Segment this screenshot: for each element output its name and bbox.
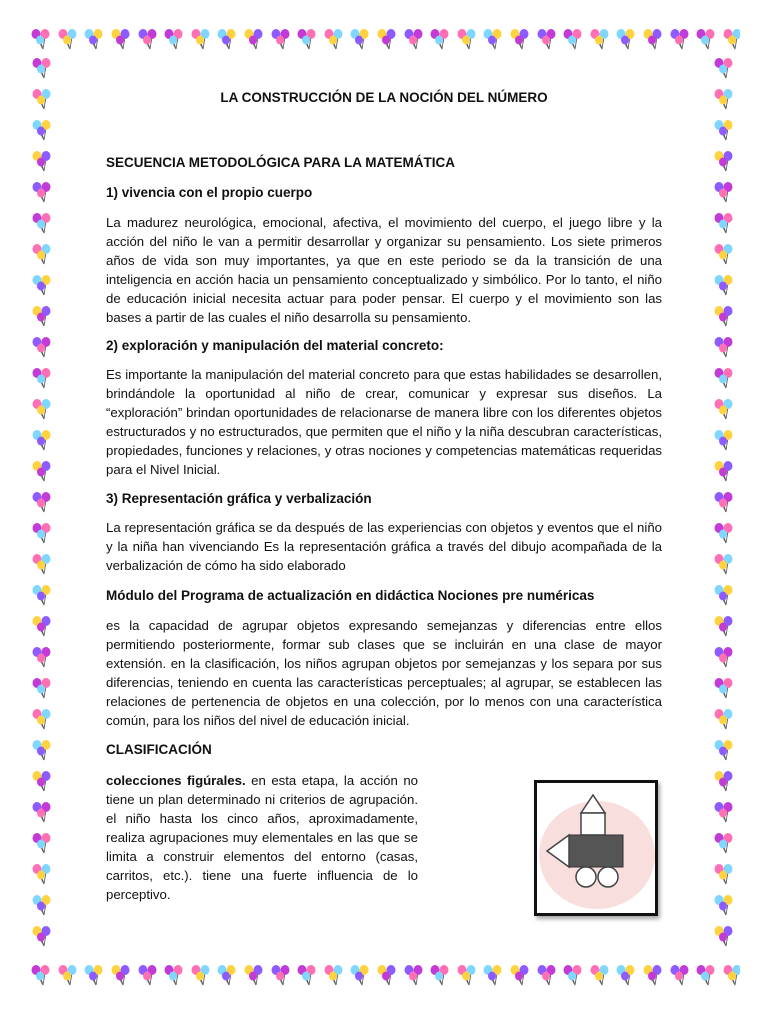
balloon-border-right [712, 56, 742, 956]
balloon-icon [561, 964, 585, 988]
balloon-icon [215, 28, 239, 52]
balloon-icon [30, 708, 54, 732]
section2-body: Es importante la manipulación del material concreto para que estas habilidades se desarrollen, brindándole la oportunidad al niño de crear, comunicar y expresar sus diseños. La “exploración” brindan oportunidades de relacionarse de manera libre con los diferentes objetos estructurados y no estructurados, que permiten que el niño y la niña descubran características, propiedades, funciones y relaciones, y otras nociones y competencias matemáticas requeridas para el Nivel Inicial. [106, 367, 662, 477]
balloon-icon [30, 367, 54, 391]
balloon-icon [30, 832, 54, 856]
balloon-icon [242, 28, 266, 52]
balloon-icon [30, 863, 54, 887]
classification-body [106, 771, 418, 904]
balloon-icon [712, 181, 736, 205]
classification-text: en esta etapa, la acción no tiene un plan determinado ni criterios de agrupación. el niño hasta los cinco años, aproximadamente, realiza agrupaciones muy elementales en las que se limita a construir elementos del entorno (casas, carritos, etc.). tiene una fuerte influencia de lo perceptivo. [106, 773, 418, 902]
balloon-icon [30, 398, 54, 422]
balloon-icon [712, 708, 736, 732]
balloon-icon [30, 460, 54, 484]
balloon-icon [614, 964, 638, 988]
balloon-icon [614, 28, 638, 52]
balloon-icon [455, 28, 479, 52]
balloon-icon [30, 181, 54, 205]
module-body: es la capacidad de agrupar objetos expresando semejanzas y diferencias entre ellos permitiendo posteriormente, formar sub clases que se incluirán en una clase de mayor extensión. en la clasificación, los niños agrupan objetos por semejanzas y los separa por sus diferencias, teniendo en cuenta las características perceptuales; al agrupar, se establecen las relaciones de pertenencia de objetos en una colección, por lo menos con una característica común, para los niños del nivel de educación inicial. [106, 618, 662, 728]
balloon-icon [30, 553, 54, 577]
balloon-icon [721, 964, 740, 988]
balloon-icon [712, 615, 736, 639]
balloon-icon [712, 770, 736, 794]
balloon-icon [30, 150, 54, 174]
balloon-icon [561, 28, 585, 52]
balloon-icon [56, 964, 80, 988]
balloon-icon [322, 28, 346, 52]
balloon-icon [82, 28, 106, 52]
balloon-icon [30, 305, 54, 329]
balloon-icon [30, 646, 54, 670]
balloon-icon [535, 964, 559, 988]
balloon-icon [712, 119, 736, 143]
balloon-icon [712, 677, 736, 701]
balloon-icon [109, 964, 133, 988]
balloon-icon [508, 964, 532, 988]
balloon-icon [712, 367, 736, 391]
balloon-icon [30, 801, 54, 825]
balloon-icon [694, 964, 718, 988]
balloon-icon [29, 28, 53, 52]
balloon-icon [712, 336, 736, 360]
balloon-icon [30, 57, 54, 81]
classification-term: colecciones figúrales. [106, 773, 246, 788]
balloon-icon [712, 274, 736, 298]
balloon-icon [712, 88, 736, 112]
balloon-icon [82, 964, 106, 988]
section1-body: La madurez neurológica, emocional, afectiva, el movimiento del cuerpo, el juego libre y la acción del niño le van a permitir desarrollar y organizar su pensamiento. Los siete primeros años de vida son muy importantes, ya que en este periodo se da la transición de una inteligencia en acción hacia un pensamiento conceptualizado y simbólico. Por lo tanto, el niño de educación inicial necesita actuar para poder pensar. El cuerpo y el movimiento son las bases a partir de las cuales el niño desarrolla su pensamiento. [106, 215, 662, 325]
balloon-icon [295, 28, 319, 52]
balloon-icon [712, 801, 736, 825]
balloon-icon [588, 964, 612, 988]
balloon-icon [136, 964, 160, 988]
balloon-icon [109, 28, 133, 52]
balloon-icon [402, 28, 426, 52]
balloon-icon [30, 336, 54, 360]
balloon-icon [712, 832, 736, 856]
balloon-border-left [30, 56, 60, 956]
balloon-icon [712, 522, 736, 546]
balloon-icon [641, 28, 665, 52]
balloon-icon [295, 964, 319, 988]
balloon-icon [30, 925, 54, 949]
balloon-icon [428, 28, 452, 52]
balloon-icon [481, 28, 505, 52]
rectangle-shape [569, 835, 623, 867]
balloon-icon [712, 398, 736, 422]
figure-shapes-vehicle [534, 780, 658, 916]
section2-heading: 2) exploración y manipulación del material concreto: [106, 338, 444, 353]
balloon-icon [588, 28, 612, 52]
balloon-icon [375, 28, 399, 52]
balloon-icon [189, 28, 213, 52]
wheel-right [598, 867, 618, 887]
document-page [106, 88, 662, 904]
balloon-icon [428, 964, 452, 988]
balloon-icon [712, 150, 736, 174]
classification-heading: CLASIFICACIÓN [106, 742, 212, 757]
balloon-icon [30, 429, 54, 453]
balloon-icon [348, 28, 372, 52]
balloon-icon [242, 964, 266, 988]
balloon-icon [30, 119, 54, 143]
balloon-icon [668, 964, 692, 988]
balloon-icon [30, 677, 54, 701]
balloon-icon [322, 964, 346, 988]
balloon-icon [712, 305, 736, 329]
balloon-icon [694, 28, 718, 52]
balloon-icon [641, 964, 665, 988]
balloon-icon [712, 429, 736, 453]
square-shape [581, 813, 605, 835]
wheel-left [576, 867, 596, 887]
balloon-icon [162, 28, 186, 52]
balloon-icon [712, 925, 736, 949]
balloon-icon [712, 57, 736, 81]
balloon-icon [30, 615, 54, 639]
balloon-icon [30, 894, 54, 918]
balloon-icon [162, 964, 186, 988]
balloon-icon [712, 243, 736, 267]
balloon-icon [375, 964, 399, 988]
balloon-icon [29, 964, 53, 988]
balloon-icon [712, 863, 736, 887]
balloon-icon [269, 964, 293, 988]
balloon-icon [668, 28, 692, 52]
balloon-icon [30, 212, 54, 236]
balloon-icon [508, 28, 532, 52]
balloon-icon [712, 212, 736, 236]
balloon-icon [712, 739, 736, 763]
balloon-icon [136, 28, 160, 52]
shapes-vehicle-illustration [537, 783, 655, 913]
document-title: LA CONSTRUCCIÓN DE LA NOCIÓN DEL NÚMERO [220, 90, 548, 105]
section1-heading: 1) vivencia con el propio cuerpo [106, 185, 313, 200]
balloon-icon [189, 964, 213, 988]
balloon-icon [56, 28, 80, 52]
balloon-icon [30, 739, 54, 763]
balloon-icon [712, 460, 736, 484]
balloon-icon [721, 28, 740, 52]
balloon-icon [712, 584, 736, 608]
balloon-icon [712, 894, 736, 918]
balloon-icon [30, 522, 54, 546]
balloon-icon [712, 491, 736, 515]
balloon-icon [30, 88, 54, 112]
balloon-icon [535, 28, 559, 52]
balloon-border-top [28, 28, 740, 58]
balloon-icon [712, 553, 736, 577]
section3-heading: 3) Representación gráfica y verbalización [106, 491, 372, 506]
module-heading: Módulo del Programa de actualización en didáctica Nociones pre numéricas [106, 588, 595, 603]
balloon-icon [30, 491, 54, 515]
balloon-icon [402, 964, 426, 988]
balloon-icon [30, 243, 54, 267]
balloon-icon [215, 964, 239, 988]
balloon-icon [455, 964, 479, 988]
balloon-icon [348, 964, 372, 988]
section3-body: La representación gráfica se da después de las experiencias con objetos y eventos que el niño y la niña han vivenciando Es la representación gráfica a través del dibujo acompañada de la verbalización de cómo ha sido elaborado [106, 520, 662, 573]
balloon-icon [30, 770, 54, 794]
methodology-heading: SECUENCIA METODOLÓGICA PARA LA MATEMÁTICA [106, 155, 455, 170]
balloon-icon [30, 584, 54, 608]
balloon-icon [481, 964, 505, 988]
balloon-icon [30, 274, 54, 298]
balloon-border-bottom [28, 964, 740, 994]
balloon-icon [712, 646, 736, 670]
balloon-icon [269, 28, 293, 52]
